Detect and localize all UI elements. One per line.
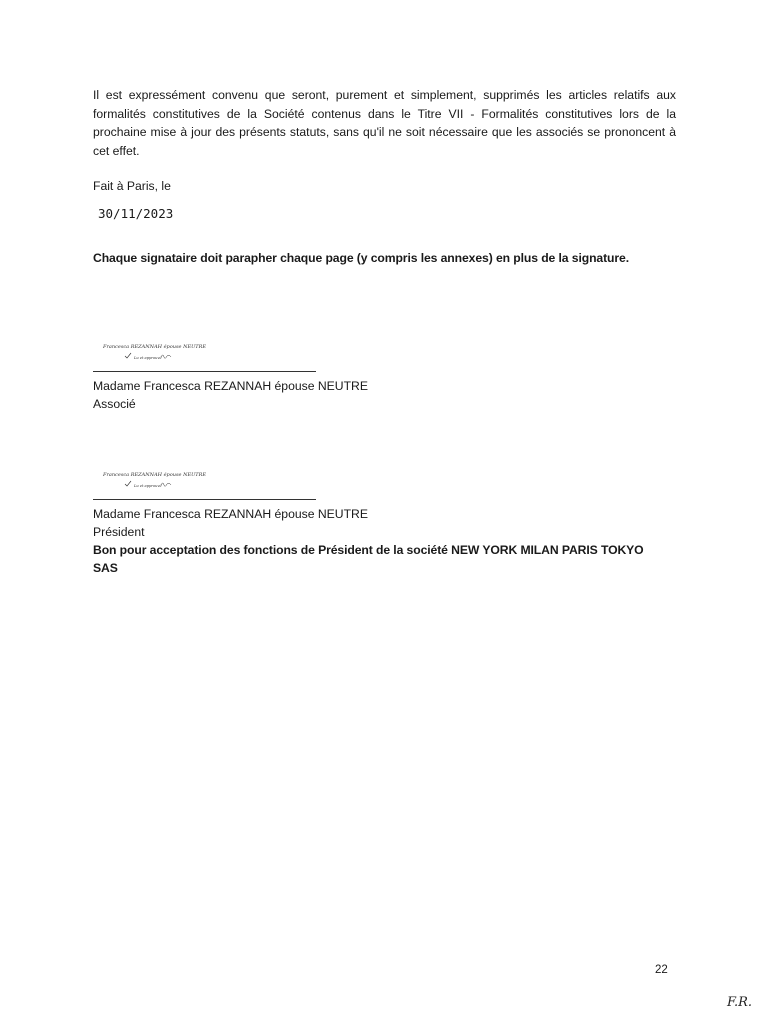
signatory-name: Madame Francesca REZANNAH épouse NEUTRE xyxy=(93,379,368,393)
acceptance-statement: Bon pour acceptation des fonctions de Président de la société NEW YORK MILAN PARIS TOKYO SAS xyxy=(93,543,644,575)
handwritten-signature-image xyxy=(101,468,221,492)
signature-mention: Lu et approuvé xyxy=(134,356,162,360)
page-number: 22 xyxy=(655,964,668,976)
signature-scribble xyxy=(161,483,171,486)
signatory-role: Président xyxy=(93,525,145,539)
signature-script: Francesca REZANNAH épouse NEUTRE xyxy=(103,344,207,350)
signature-script: Francesca REZANNAH épouse NEUTRE xyxy=(103,472,207,478)
handwritten-signature-image xyxy=(101,340,221,364)
place-line: Fait à Paris, le xyxy=(93,179,171,193)
signature-line xyxy=(93,371,316,372)
signature-scribble xyxy=(161,355,171,358)
checkmark-icon xyxy=(125,481,131,486)
signature-line xyxy=(93,499,316,500)
checkmark-icon xyxy=(125,353,131,358)
signature-date: 30/11/2023 xyxy=(98,206,174,221)
signing-instruction: Chaque signataire doit parapher chaque page (y compris les annexes) en plus de la signature. xyxy=(93,251,630,265)
signature-mention: Lu et approuvé xyxy=(134,484,162,488)
page-initials: F.R. xyxy=(727,995,753,1010)
signatory-role: Associé xyxy=(93,397,136,411)
closing-paragraph: Il est expressément convenu que seront, purement et simplement, supprimés les articles relatifs aux formalités constitutives de la Société contenus dans le Titre VII - Formalités constitutives lors de la prochaine mise à jour des présents statuts, sans qu'il ne soit nécessaire que les associés se prononcent à cet effet. xyxy=(93,88,676,158)
signatory-name: Madame Francesca REZANNAH épouse NEUTRE xyxy=(93,507,368,521)
